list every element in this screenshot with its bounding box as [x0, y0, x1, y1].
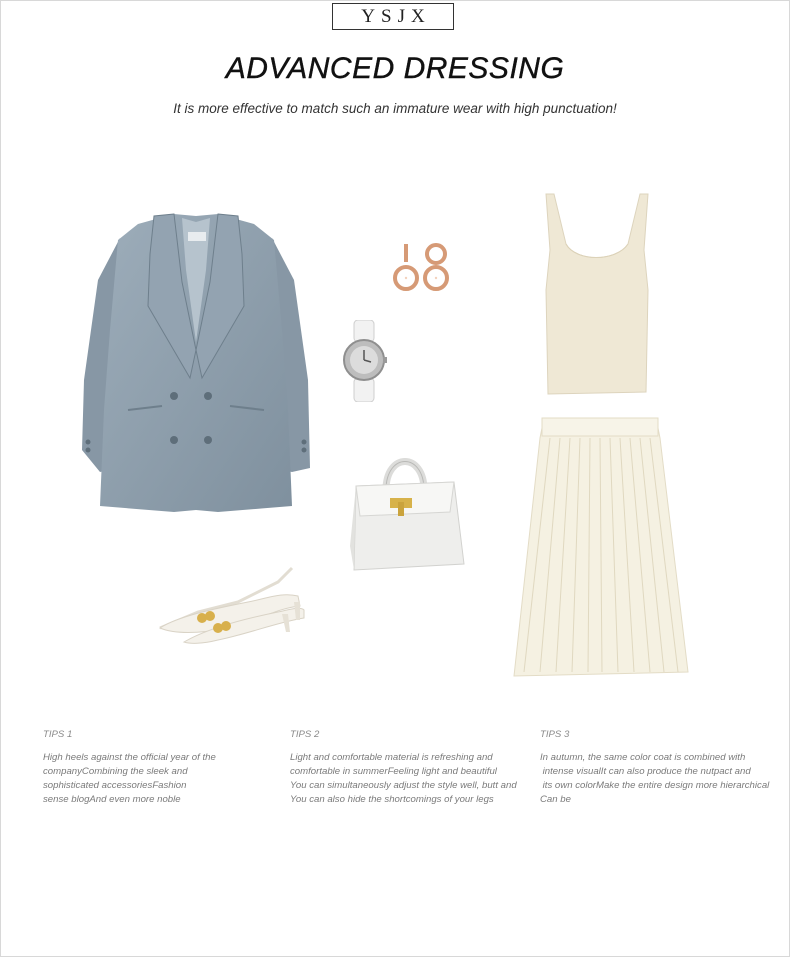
heels-image[interactable] — [158, 562, 308, 646]
tips-3-heading: TIPS 3 — [540, 729, 570, 740]
tips-3-line: Can be — [540, 794, 571, 805]
tips-1-line: High heels against the official year of the — [43, 752, 216, 763]
pleated-skirt-image[interactable] — [510, 414, 692, 680]
tips-2-line: You can also hide the shortcomings of your legs — [290, 794, 494, 805]
tips-3 — [540, 728, 780, 807]
tips-2-line: comfortable in summerFeeling light and beautiful — [290, 766, 497, 777]
tips-1 — [43, 728, 283, 807]
earrings-image[interactable] — [388, 238, 458, 296]
tips-2-heading: TIPS 2 — [290, 729, 320, 740]
blazer-image[interactable] — [78, 210, 314, 516]
handbag-image[interactable] — [346, 446, 468, 576]
tips-1-line: sense blogAnd even more noble — [43, 794, 181, 805]
page-title: ADVANCED DRESSING — [225, 52, 565, 85]
tips-1-line: sophisticated accessoriesFashion — [43, 780, 187, 791]
camisole-image[interactable] — [540, 190, 654, 396]
brand-logo[interactable]: YSJX — [332, 3, 454, 30]
tips-3-line: In autumn, the same color coat is combined with — [540, 752, 746, 763]
tips-3-line: intense visualIt can also produce the nutpact and — [540, 766, 751, 777]
tips-2-line: Light and comfortable material is refreshing and — [290, 752, 493, 763]
page-subtitle: It is more effective to match such an immature wear with high punctuation! — [173, 101, 617, 116]
tips-2-line: You can simultaneously adjust the style well, butt and — [290, 780, 517, 791]
watch-image[interactable] — [340, 320, 388, 402]
tips-1-heading: TIPS 1 — [43, 729, 73, 740]
tips-2 — [290, 728, 530, 807]
tips-3-line: its own colorMake the entire design more hierarchical — [540, 780, 770, 791]
tips-1-line: companyCombining the sleek and — [43, 766, 188, 777]
